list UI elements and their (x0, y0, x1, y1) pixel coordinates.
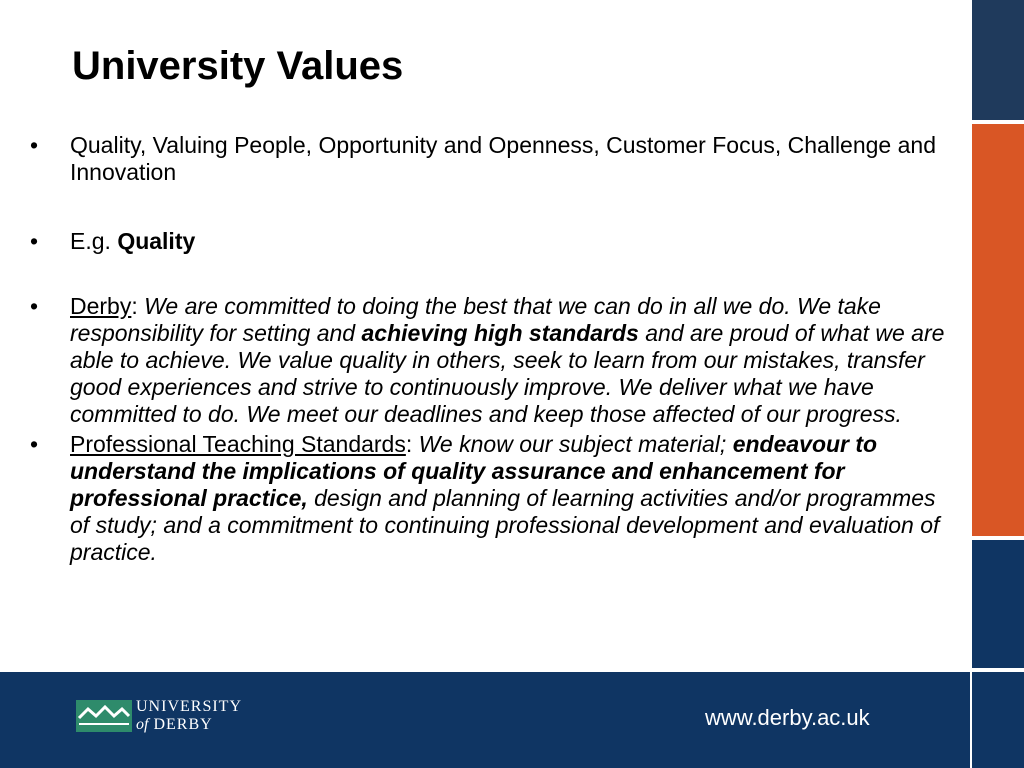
bullet-marker: • (30, 431, 39, 457)
university-logo (76, 698, 256, 738)
footer-website-url[interactable]: www.derby.ac.uk (705, 705, 870, 730)
standards-text-part2: design and planning of learning activities and/or programmes of study; and a commitment to continuing professional development and evaluation of practice. (70, 485, 940, 565)
right-bar-navy-top (972, 0, 1024, 120)
derby-label: Derby (70, 293, 132, 319)
logo-text-derby (136, 716, 213, 734)
right-bar-orange (972, 124, 1024, 536)
standards-emphasis: endeavour to understand the implications of quality assurance and enhancement for professional practice, (70, 431, 878, 511)
bullet-marker: • (30, 132, 39, 158)
example-prefix: E.g. (70, 228, 118, 254)
example-quality: Quality (117, 228, 196, 254)
right-bar-navy-bottom (972, 672, 1024, 768)
bullet-marker: • (30, 293, 39, 319)
bullet-derby-definition (30, 293, 955, 428)
slide-title: University Values (72, 44, 404, 88)
derby-emphasis: achieving high standards (361, 320, 639, 346)
standards-colon: : (405, 431, 419, 457)
values-text: Quality, Valuing People, Opportunity and Openness, Customer Focus, Challenge and Innovation (70, 132, 936, 185)
bullet-values-list (30, 132, 955, 186)
bullet-list (30, 132, 955, 566)
standards-label: Professional Teaching Standards (70, 431, 406, 457)
bullet-marker: • (30, 228, 39, 254)
logo-text-of: of (136, 716, 149, 733)
right-bar-navy-middle (972, 540, 1024, 668)
standards-text-part1: We know our subject material; (418, 431, 733, 457)
derby-text-part1: We are committed to doing the best that we can do in all we do. We take responsibility for setting and (70, 293, 881, 346)
peaks-logo-icon (76, 700, 132, 732)
right-color-bar (972, 0, 1024, 768)
derby-text-part2: and are proud of what we are able to achieve. We value quality in others, seek to learn from our mistakes, transfer good experiences and strive to continuously improve. We deliver what we have committed to do. We meet our deadlines and keep those affected of our progress. (70, 320, 945, 427)
logo-text-derby-word: DERBY (153, 716, 213, 733)
bullet-professional-standards (30, 431, 955, 566)
derby-colon: : (131, 293, 145, 319)
logo-text-university: UNIVERSITY (136, 698, 242, 715)
bullet-example (30, 228, 955, 255)
